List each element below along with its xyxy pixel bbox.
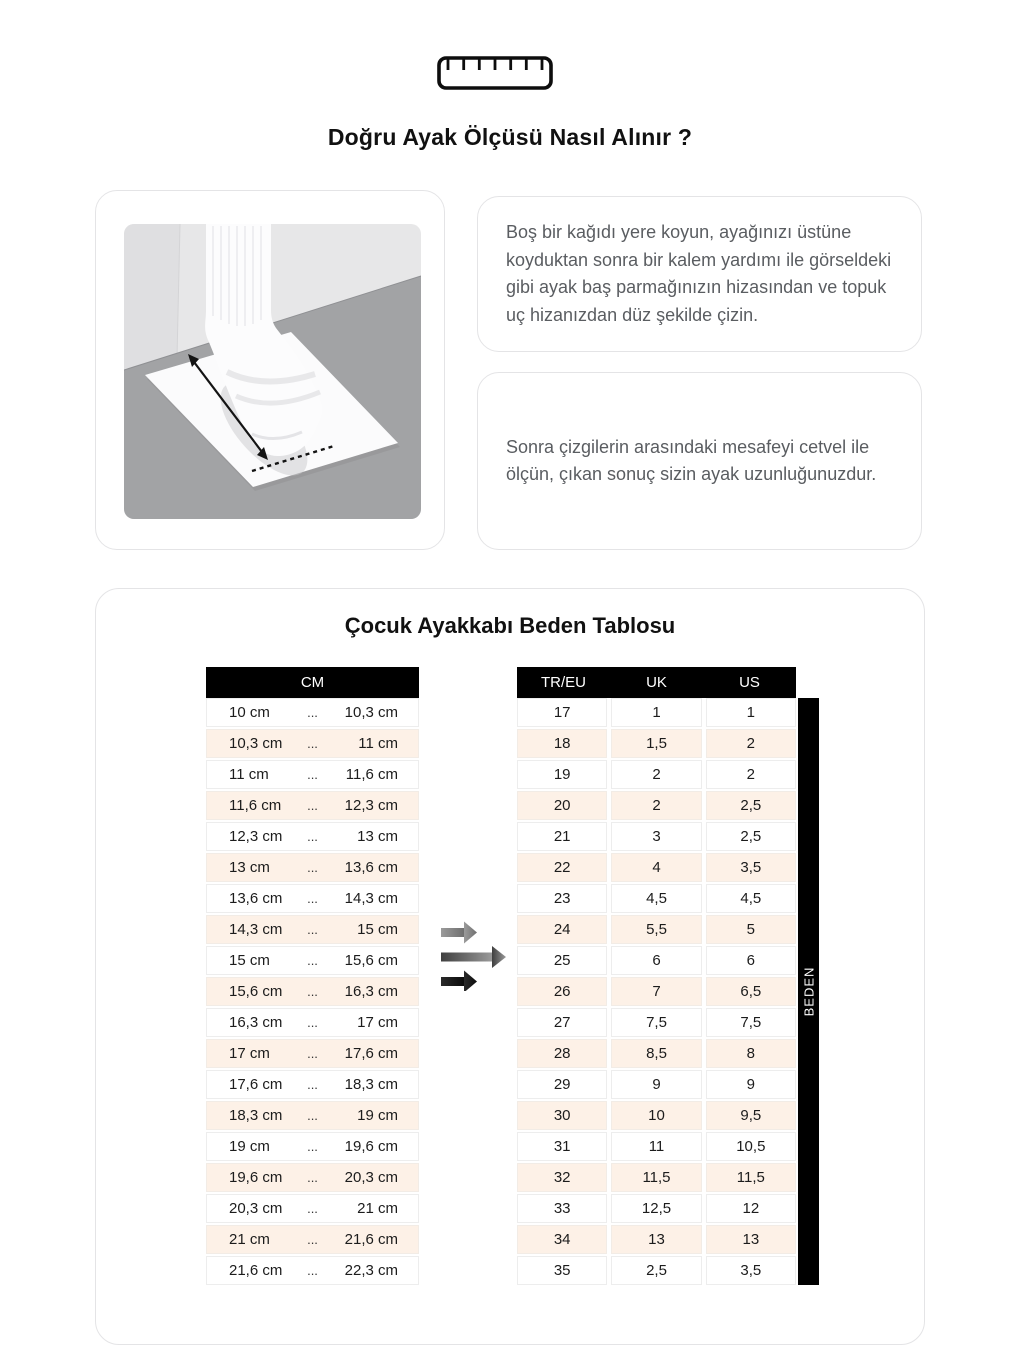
instruction-card-step2 [477, 372, 922, 550]
uk-size-cell: 8,5 [611, 1039, 701, 1068]
uk-size-cell: 12,5 [611, 1194, 701, 1223]
cm-from-value: 12,3 cm [229, 828, 283, 845]
range-separator: ... [307, 1077, 318, 1092]
range-separator: ... [307, 922, 318, 937]
cm-to-value: 17 cm [357, 1014, 398, 1031]
cm-from-value: 17,6 cm [229, 1076, 283, 1093]
tr-eu-size-cell: 35 [517, 1256, 607, 1285]
tr-eu-size-cell: 31 [517, 1132, 607, 1161]
tr-eu-size-cell: 21 [517, 822, 607, 851]
cm-from-value: 16,3 cm [229, 1014, 283, 1031]
tr-eu-size-cell: 20 [517, 791, 607, 820]
cm-table-row [206, 1008, 419, 1037]
uk-size-cell: 7,5 [611, 1008, 701, 1037]
cm-table-row [206, 1039, 419, 1068]
page-title: Doğru Ayak Ölçüsü Nasıl Alınır ? [327, 124, 693, 150]
us-size-cell: 2,5 [706, 791, 796, 820]
cm-to-value: 18,3 cm [344, 1076, 398, 1093]
us-size-cell: 3,5 [706, 853, 796, 882]
cm-from-value: 15 cm [229, 952, 270, 969]
range-separator: ... [307, 1015, 318, 1030]
range-separator: ... [307, 953, 318, 968]
range-separator: ... [307, 767, 318, 782]
cm-table-row [206, 977, 419, 1006]
tr-eu-size-cell: 22 [517, 853, 607, 882]
cm-table-row [206, 946, 419, 975]
uk-size-cell: 6 [611, 946, 701, 975]
us-size-cell: 2 [706, 729, 796, 758]
us-size-cell: 6 [706, 946, 796, 975]
instruction-step1-text: Boş bir kağıdı yere koyun, ayağınızı üstüne koyduktan sonra bir kalem yardımı ile görseldeki gibi ayak baş parmağınızın hizasından ve topuk uç hizanızdan düz şekilde çizin. [506, 222, 892, 325]
us-size-cell: 9 [706, 1070, 796, 1099]
us-size-cell: 13 [706, 1225, 796, 1254]
cm-from-value: 15,6 cm [229, 983, 283, 1000]
us-size-cell: 6,5 [706, 977, 796, 1006]
ruler-icon [437, 56, 553, 90]
cm-table-row [206, 822, 419, 851]
cm-table-row [206, 760, 419, 789]
size-chart-card [95, 588, 925, 1345]
cm-from-value: 17 cm [229, 1045, 270, 1062]
range-separator: ... [307, 1046, 318, 1061]
cm-to-value: 16,3 cm [344, 983, 398, 1000]
tr-eu-size-cell: 25 [517, 946, 607, 975]
cm-to-value: 15 cm [357, 921, 398, 938]
cm-from-value: 19 cm [229, 1138, 270, 1155]
cm-table-row [206, 884, 419, 913]
cm-to-value: 17,6 cm [344, 1045, 398, 1062]
instruction-card-step1 [477, 196, 922, 352]
tr-eu-size-cell: 34 [517, 1225, 607, 1254]
us-size-cell: 5 [706, 915, 796, 944]
range-separator: ... [307, 705, 318, 720]
tr-eu-size-cell: 26 [517, 977, 607, 1006]
uk-size-cell: 9 [611, 1070, 701, 1099]
tr-eu-size-cell: 27 [517, 1008, 607, 1037]
uk-size-cell: 2 [611, 791, 701, 820]
cm-to-value: 21 cm [357, 1200, 398, 1217]
cm-to-value: 22,3 cm [344, 1262, 398, 1279]
us-size-cell: 12 [706, 1194, 796, 1223]
cm-from-value: 10 cm [229, 704, 270, 721]
size-table-header [517, 667, 796, 698]
cm-to-value: 13,6 cm [344, 859, 398, 876]
range-separator: ... [307, 736, 318, 751]
uk-size-cell: 4 [611, 853, 701, 882]
us-size-cell: 1 [706, 698, 796, 727]
us-size-cell: 11,5 [706, 1163, 796, 1192]
us-size-cell: 2 [706, 760, 796, 789]
tr-eu-size-cell: 24 [517, 915, 607, 944]
range-separator: ... [307, 891, 318, 906]
range-separator: ... [307, 1139, 318, 1154]
uk-size-cell: 1,5 [611, 729, 701, 758]
cm-from-value: 20,3 cm [229, 1200, 283, 1217]
us-size-cell: 3,5 [706, 1256, 796, 1285]
cm-to-value: 11 cm [358, 735, 398, 752]
cm-table-row [206, 1132, 419, 1161]
cm-from-value: 21 cm [229, 1231, 270, 1248]
uk-size-cell: 2 [611, 760, 701, 789]
cm-table-row [206, 1101, 419, 1130]
cm-to-value: 19,6 cm [344, 1138, 398, 1155]
range-separator: ... [307, 1170, 318, 1185]
uk-size-cell: 7 [611, 977, 701, 1006]
tr-eu-size-cell: 29 [517, 1070, 607, 1099]
foot-measurement-photo [124, 224, 421, 519]
us-header-label: US [739, 674, 760, 691]
us-size-cell: 2,5 [706, 822, 796, 851]
beden-side-label: BEDEN [801, 966, 817, 1017]
us-size-cell: 8 [706, 1039, 796, 1068]
cm-from-value: 11,6 cm [229, 797, 282, 814]
cm-from-value: 19,6 cm [229, 1169, 283, 1186]
range-separator: ... [307, 1263, 318, 1278]
range-separator: ... [307, 829, 318, 844]
cm-to-value: 19 cm [357, 1107, 398, 1124]
tr-eu-size-cell: 28 [517, 1039, 607, 1068]
tr-eu-size-cell: 23 [517, 884, 607, 913]
cm-table-row [206, 1225, 419, 1254]
tr-eu-size-cell: 32 [517, 1163, 607, 1192]
triple-right-arrows-icon [438, 919, 510, 991]
uk-size-cell: 11 [611, 1132, 701, 1161]
size-chart-title: Çocuk Ayakkabı Beden Tablosu [344, 613, 676, 638]
range-separator: ... [307, 798, 318, 813]
cm-table-header [206, 667, 419, 698]
uk-size-cell: 13 [611, 1225, 701, 1254]
uk-size-cell: 3 [611, 822, 701, 851]
instruction-step2-text: Sonra çizgilerin arasındaki mesafeyi cetvel ile ölçün, çıkan sonuç sizin ayak uzunluğunuzdur. [506, 436, 877, 484]
cm-to-value: 13 cm [357, 828, 398, 845]
cm-to-value: 14,3 cm [344, 890, 398, 907]
cm-from-value: 13 cm [229, 859, 270, 876]
tr-eu-header-label: TR/EU [541, 674, 586, 691]
cm-to-value: 15,6 cm [344, 952, 398, 969]
cm-table-row [206, 791, 419, 820]
cm-table-row [206, 853, 419, 882]
cm-to-value: 11,6 cm [345, 766, 398, 783]
cm-from-value: 11 cm [229, 766, 269, 783]
cm-header-label: CM [300, 674, 325, 691]
cm-table-row [206, 729, 419, 758]
tr-eu-size-cell: 18 [517, 729, 607, 758]
cm-table-row [206, 915, 419, 944]
uk-size-cell: 4,5 [611, 884, 701, 913]
size-table-body [517, 698, 796, 1285]
range-separator: ... [307, 860, 318, 875]
cm-from-value: 21,6 cm [229, 1262, 283, 1279]
beden-side-bar [798, 698, 819, 1285]
cm-to-value: 12,3 cm [344, 797, 398, 814]
cm-table-row [206, 1256, 419, 1285]
cm-table-row [206, 1070, 419, 1099]
uk-size-cell: 11,5 [611, 1163, 701, 1192]
cm-to-value: 21,6 cm [344, 1231, 398, 1248]
tr-eu-size-cell: 19 [517, 760, 607, 789]
cm-to-value: 10,3 cm [344, 704, 398, 721]
cm-table-row [206, 1194, 419, 1223]
measurement-photo-card [95, 190, 445, 550]
range-separator: ... [307, 1232, 318, 1247]
cm-table-row [206, 698, 419, 727]
tr-eu-size-cell: 17 [517, 698, 607, 727]
cm-to-value: 20,3 cm [344, 1169, 398, 1186]
cm-from-value: 10,3 cm [229, 735, 283, 752]
cm-from-value: 13,6 cm [229, 890, 283, 907]
us-size-cell: 10,5 [706, 1132, 796, 1161]
uk-size-cell: 2,5 [611, 1256, 701, 1285]
uk-size-cell: 1 [611, 698, 701, 727]
uk-size-cell: 5,5 [611, 915, 701, 944]
tr-eu-size-cell: 33 [517, 1194, 607, 1223]
uk-size-cell: 10 [611, 1101, 701, 1130]
range-separator: ... [307, 1201, 318, 1216]
us-size-cell: 9,5 [706, 1101, 796, 1130]
tr-eu-size-cell: 30 [517, 1101, 607, 1130]
us-size-cell: 4,5 [706, 884, 796, 913]
cm-table-row [206, 1163, 419, 1192]
cm-from-value: 14,3 cm [229, 921, 283, 938]
range-separator: ... [307, 1108, 318, 1123]
range-separator: ... [307, 984, 318, 999]
cm-from-value: 18,3 cm [229, 1107, 283, 1124]
uk-header-label: UK [646, 674, 667, 691]
us-size-cell: 7,5 [706, 1008, 796, 1037]
cm-table-body [206, 698, 419, 1285]
